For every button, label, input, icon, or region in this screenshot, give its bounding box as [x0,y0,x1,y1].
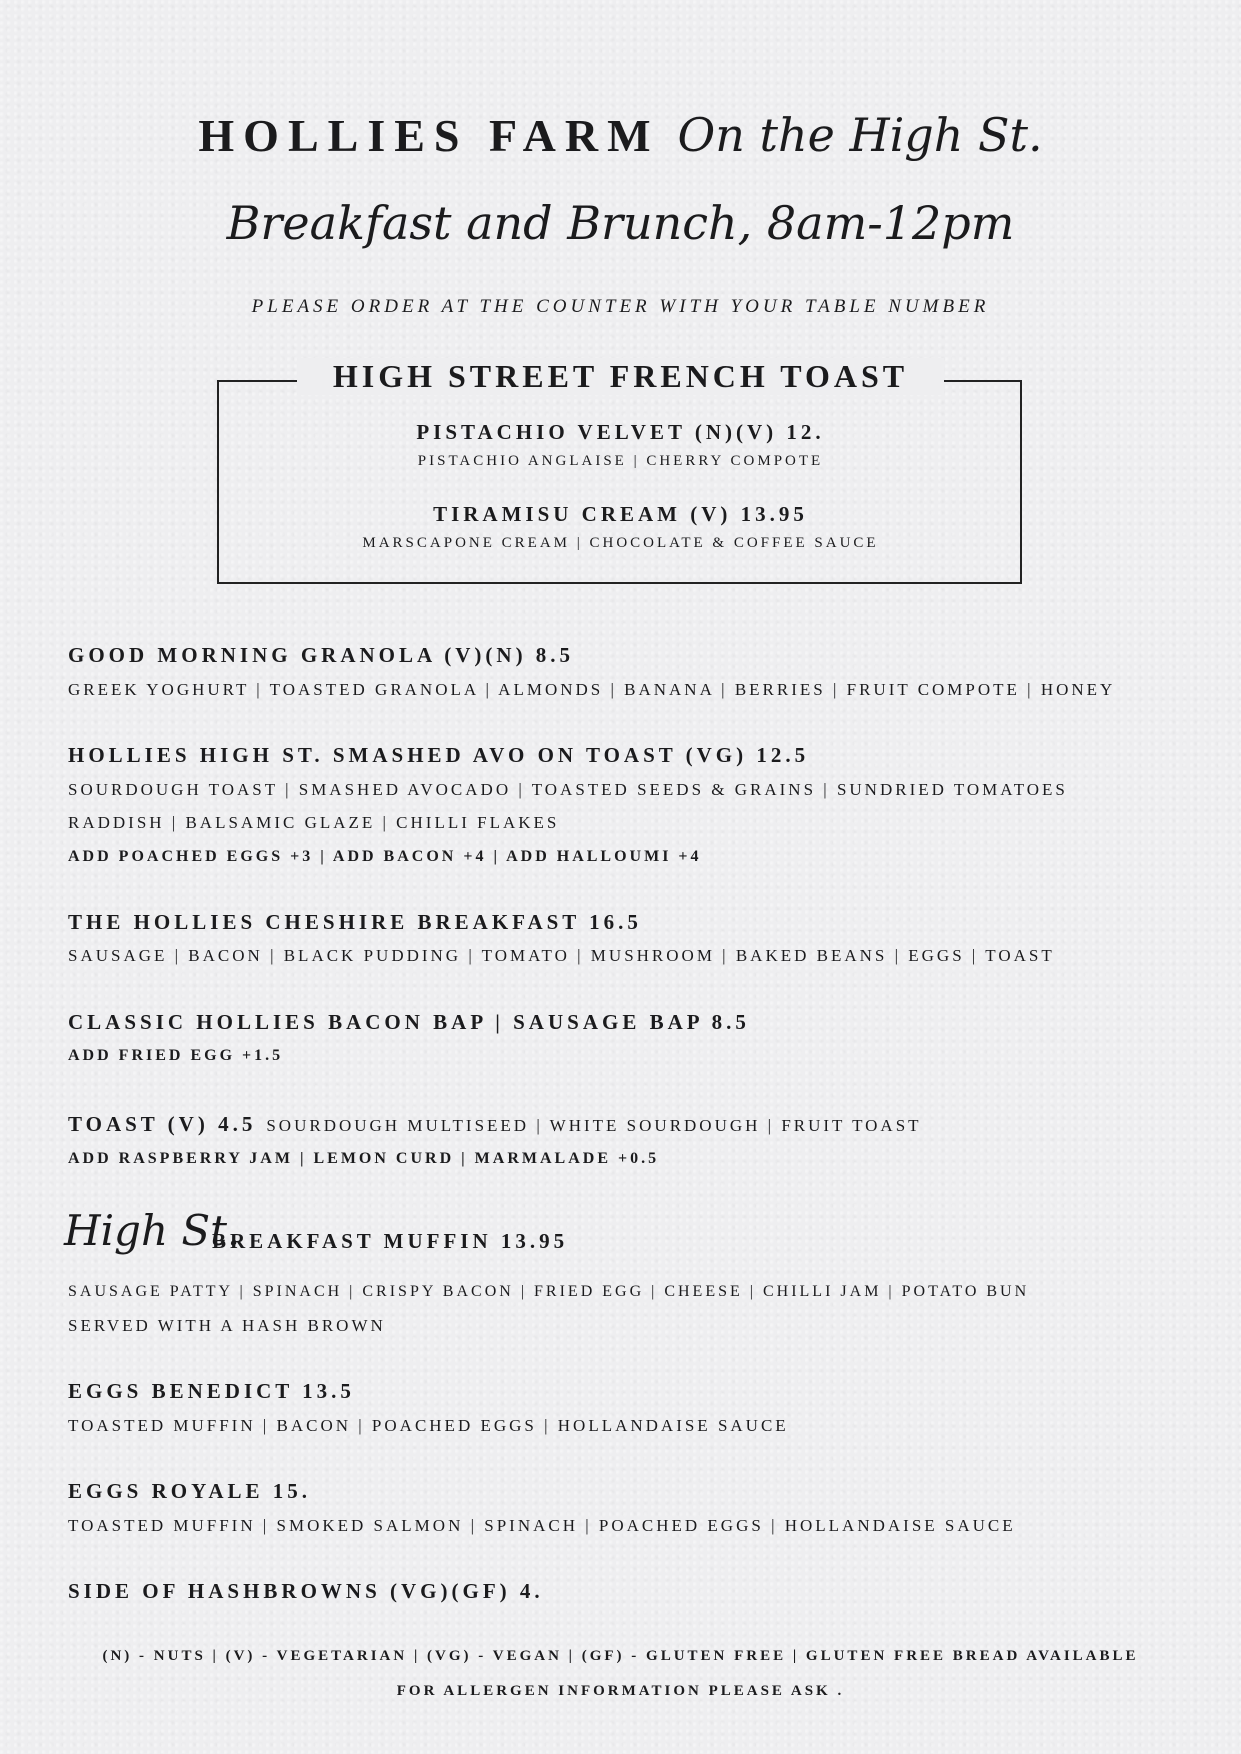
menu-item-desc: SERVED WITH A HASH BROWN [68,1316,386,1335]
menu-item-desc: RADDISH | BALSAMIC GLAZE | CHILLI FLAKES [68,813,560,832]
menu-item-name: CLASSIC HOLLIES BACON BAP | SAUSAGE BAP 8.5 [68,1010,750,1034]
menu-item-desc: TOASTED MUFFIN | SMOKED SALMON | SPINACH | POACHED EGGS | HOLLANDAISE SAUCE [68,1516,1016,1535]
menu-item-desc: TOASTED MUFFIN | BACON | POACHED EGGS | HOLLANDAISE SAUCE [68,1416,789,1435]
menu-item-name: BREAKFAST MUFFIN 13.95 [212,1229,569,1253]
menu-item-desc: SOURDOUGH TOAST | SMASHED AVOCADO | TOASTED SEEDS & GRAINS | SUNDRIED TOMATOES [68,780,1068,799]
french-toast-title-text: HIGH STREET FRENCH TOAST [297,358,944,395]
french-toast-item-name: TIRAMISU CREAM (V) 13.95 [433,502,808,526]
menu-item-name: EGGS ROYALE 15. [68,1479,312,1503]
menu-item-name: EGGS BENEDICT 13.5 [68,1379,355,1403]
menu-item-name: GOOD MORNING GRANOLA (V)(N) 8.5 [68,643,575,667]
brand-script: On the High St. [677,108,1043,162]
menu-item-toast [68,1112,922,1137]
brand-name: HOLLIES FARM [198,110,660,161]
allergen-note: FOR ALLERGEN INFORMATION PLEASE ASK . [396,1683,845,1699]
french-toast-box [217,380,1022,584]
menu-item-desc: GREEK YOGHURT | TOASTED GRANOLA | ALMONDS | BANANA | BERRIES | FRUIT COMPOTE | HONEY [68,680,1116,699]
order-note: PLEASE ORDER AT THE COUNTER WITH YOUR TABLE NUMBER [251,296,990,317]
menu-item-desc: SOURDOUGH MULTISEED | WHITE SOURDOUGH | FRUIT TOAST [266,1116,922,1135]
menu-item-name: THE HOLLIES CHESHIRE BREAKFAST 16.5 [68,910,642,934]
dietary-legend: (N) - NUTS | (V) - VEGETARIAN | (VG) - VEGAN | (GF) - GLUTEN FREE | GLUTEN FREE BREAD AVAILABLE [102,1648,1139,1664]
french-toast-title [0,358,1241,395]
menu-item-addons: ADD FRIED EGG +1.5 [68,1047,284,1064]
menu-item-addons: ADD POACHED EGGS +3 | ADD BACON +4 | ADD HALLOUMI +4 [68,848,702,865]
french-toast-item-name: PISTACHIO VELVET (N)(V) 12. [416,420,825,444]
menu-item-name: TOAST (V) 4.5 [68,1112,257,1136]
french-toast-item-desc: PISTACHIO ANGLAISE | CHERRY COMPOTE [417,453,824,469]
menu-item-desc: SAUSAGE PATTY | SPINACH | CRISPY BACON | FRIED EGG | CHEESE | CHILLI JAM | POTATO BUN [68,1283,1030,1300]
menu-item-name: SIDE OF HASHBROWNS (VG)(GF) 4. [68,1579,544,1603]
french-toast-item-desc: MARSCAPONE CREAM | CHOCOLATE & COFFEE SAUCE [362,535,879,551]
brand-header [0,108,1241,178]
menu-item-name: HOLLIES HIGH ST. SMASHED AVO ON TOAST (VG) 12.5 [68,743,810,767]
menu-item-desc: SAUSAGE | BACON | BLACK PUDDING | TOMATO | MUSHROOM | BAKED BEANS | EGGS | TOAST [68,946,1055,965]
muffin-script-logo: High St. [64,1206,241,1255]
menu-subtitle: Breakfast and Brunch, 8am-12pm [226,196,1015,250]
menu-item-addons: ADD RASPBERRY JAM | LEMON CURD | MARMALADE +0.5 [68,1150,660,1167]
